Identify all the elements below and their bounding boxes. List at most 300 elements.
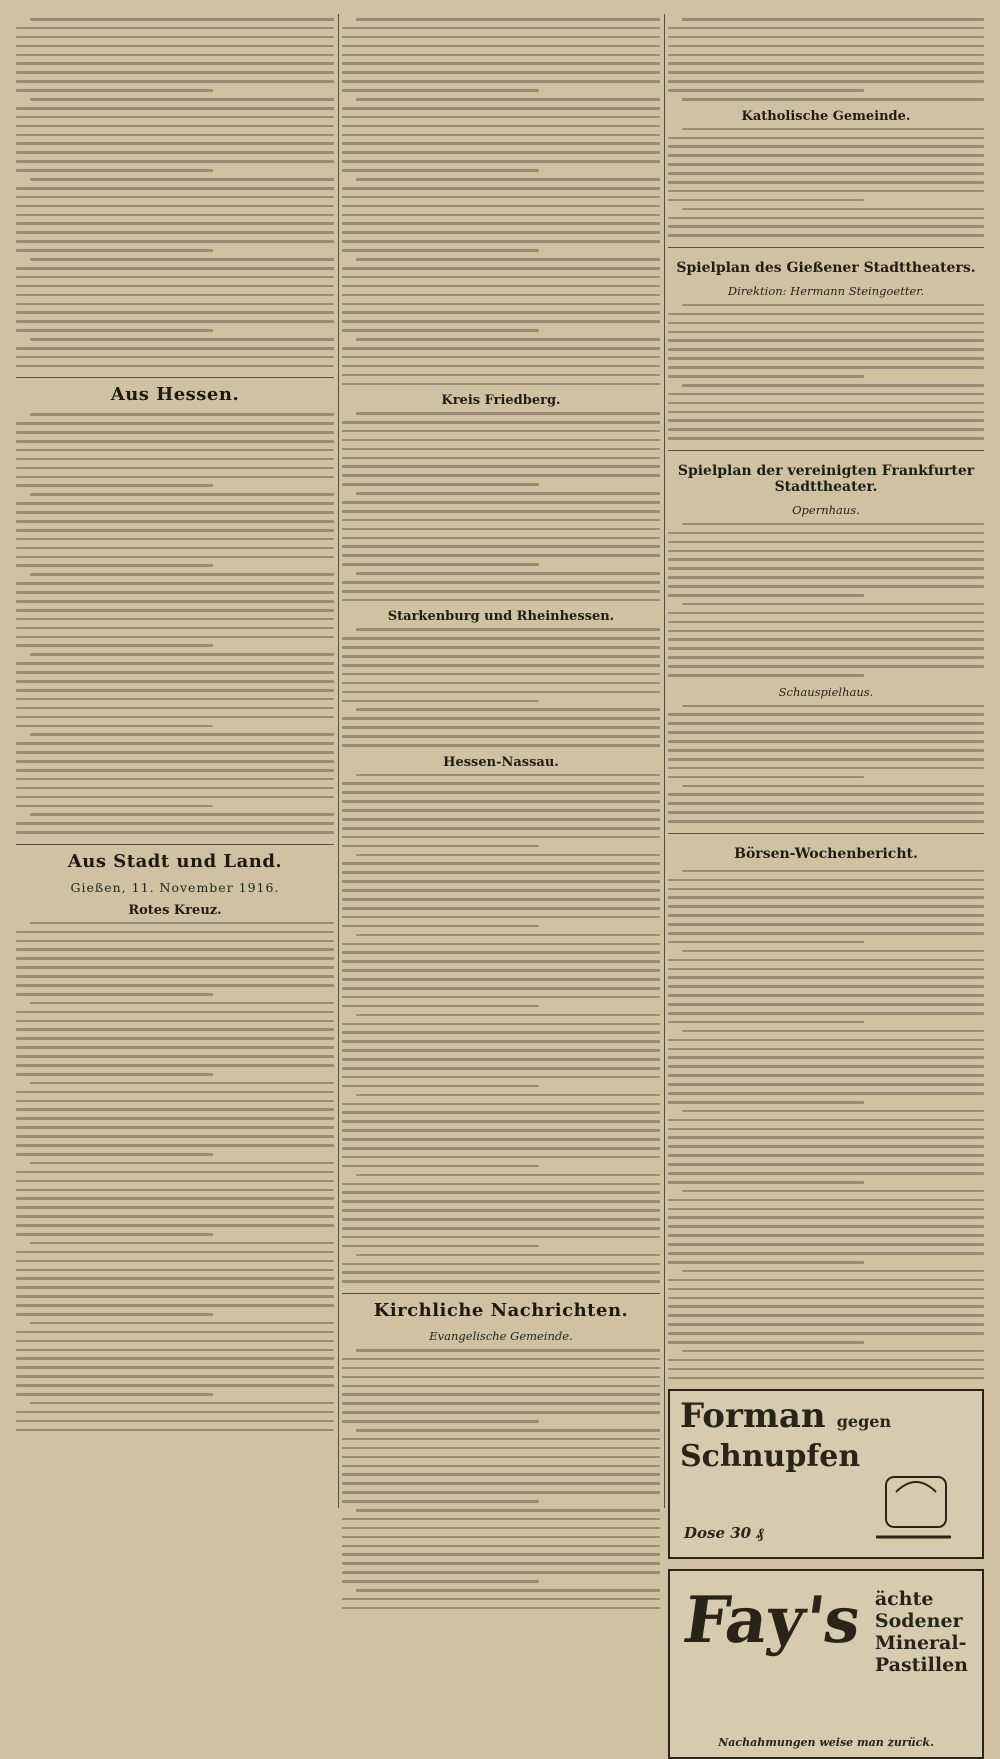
ad-forman-price: Dose 30 ₰	[684, 1524, 764, 1543]
text-line	[342, 1456, 660, 1459]
text-block-lines	[668, 705, 984, 823]
text-line	[342, 880, 660, 883]
text-line	[342, 1438, 660, 1441]
text-line	[342, 54, 660, 57]
text-line	[16, 769, 334, 772]
text-line	[30, 733, 334, 736]
text-line	[342, 682, 660, 685]
text-block-lines	[668, 304, 984, 440]
text-line	[342, 637, 660, 640]
text-line	[342, 1580, 539, 1583]
text-block-lines	[342, 1349, 660, 1609]
text-line	[356, 338, 660, 341]
text-line	[342, 421, 660, 424]
ad-fays-line: Sodener	[874, 1609, 963, 1632]
text-line	[16, 511, 334, 514]
text-line	[342, 996, 660, 999]
text-line	[356, 1589, 660, 1592]
text-line	[342, 700, 539, 703]
text-line	[342, 474, 660, 477]
text-line	[668, 985, 984, 988]
text-line	[342, 1367, 660, 1370]
text-line	[342, 320, 660, 323]
text-line	[16, 125, 334, 128]
ad-forman-schnupfen: Schnupfen	[680, 1439, 861, 1475]
text-line	[668, 674, 864, 677]
text-line	[16, 1011, 334, 1014]
text-line	[16, 484, 213, 487]
text-line	[16, 1366, 334, 1369]
text-line	[16, 948, 334, 951]
text-line	[342, 249, 539, 252]
text-line	[16, 196, 334, 199]
text-line	[668, 532, 984, 535]
text-line	[16, 1304, 334, 1307]
text-block-lines	[668, 18, 984, 101]
text-line	[668, 1039, 984, 1042]
ad-fays-line: ächte	[874, 1588, 934, 1611]
ad-fays-line: Pastillen	[874, 1653, 968, 1676]
text-line	[668, 1225, 984, 1228]
text-line	[342, 519, 660, 522]
text-line	[668, 1074, 984, 1077]
text-line	[356, 934, 660, 937]
text-line	[30, 1402, 334, 1405]
text-line	[16, 1073, 213, 1076]
text-line	[682, 950, 984, 953]
text-line	[16, 467, 334, 470]
text-line	[16, 636, 334, 639]
text-line	[668, 234, 984, 237]
text-line	[668, 1377, 984, 1380]
text-line	[682, 870, 984, 873]
heading-kreis-friedberg: Kreis Friedberg.	[441, 393, 561, 409]
text-line	[16, 205, 334, 208]
text-line	[30, 18, 334, 21]
text-line	[16, 142, 334, 145]
text-line	[16, 796, 334, 799]
text-line	[342, 782, 660, 785]
text-line	[342, 871, 660, 874]
text-line	[342, 1393, 660, 1396]
text-line	[16, 276, 334, 279]
text-line	[668, 1145, 984, 1148]
text-line	[16, 1277, 334, 1280]
column-rule	[338, 14, 339, 1508]
text-line	[16, 751, 334, 754]
text-line	[16, 957, 334, 960]
text-line	[668, 1199, 984, 1202]
text-line	[342, 1058, 660, 1061]
text-line	[342, 951, 660, 954]
text-line	[668, 758, 984, 761]
text-line	[342, 1156, 660, 1159]
text-line	[342, 925, 539, 928]
text-line	[668, 393, 984, 396]
text-line	[16, 240, 334, 243]
text-line	[668, 1181, 864, 1184]
text-line	[668, 339, 984, 342]
text-line	[342, 1376, 660, 1379]
subheading-opernhaus: Opernhaus.	[792, 502, 860, 517]
text-line	[668, 541, 984, 544]
text-line	[342, 987, 660, 990]
text-line	[16, 564, 213, 567]
text-line	[16, 160, 334, 163]
text-line	[342, 1562, 660, 1565]
ad-fays-text	[875, 1589, 968, 1676]
text-line	[16, 71, 334, 74]
text-line	[356, 258, 660, 261]
column-3	[668, 14, 984, 1750]
text-line	[16, 27, 334, 30]
text-line	[342, 329, 539, 332]
text-line	[668, 1172, 984, 1175]
text-line	[342, 1120, 660, 1123]
text-line	[342, 1482, 660, 1485]
text-line	[16, 940, 334, 943]
text-line	[668, 1136, 984, 1139]
text-line	[668, 1065, 984, 1068]
text-line	[16, 1411, 334, 1414]
text-line	[356, 1174, 660, 1177]
text-line	[342, 303, 660, 306]
text-line	[16, 458, 334, 461]
text-line	[668, 154, 984, 157]
text-line	[668, 914, 984, 917]
text-line	[668, 811, 984, 814]
text-line	[668, 749, 984, 752]
text-line	[30, 813, 334, 816]
text-line	[668, 793, 984, 796]
text-line	[16, 975, 334, 978]
text-line	[16, 311, 334, 314]
text-line	[16, 1171, 334, 1174]
text-line	[682, 128, 984, 131]
text-line	[356, 1349, 660, 1352]
text-line	[342, 898, 660, 901]
text-line	[342, 448, 660, 451]
text-line	[16, 778, 334, 781]
ad-forman-gegen: gegen	[836, 1412, 892, 1432]
text-line	[342, 1067, 660, 1070]
text-line	[668, 437, 984, 440]
text-line	[16, 214, 334, 217]
text-line	[668, 776, 864, 779]
text-line	[342, 1598, 660, 1601]
text-line	[16, 187, 334, 190]
text-line	[16, 627, 334, 630]
text-line	[16, 1020, 334, 1023]
text-line	[342, 545, 660, 548]
text-line	[668, 968, 984, 971]
text-line	[16, 1393, 213, 1396]
text-line	[342, 1465, 660, 1468]
text-line	[668, 1314, 984, 1317]
text-line	[16, 320, 334, 323]
text-line	[16, 831, 334, 834]
text-line	[16, 1091, 334, 1094]
text-line	[356, 98, 660, 101]
text-line	[342, 125, 660, 128]
text-line	[16, 1037, 334, 1040]
text-line	[16, 1384, 334, 1387]
text-line	[16, 931, 334, 934]
text-line	[668, 594, 864, 597]
text-line	[668, 62, 984, 65]
text-line	[682, 1030, 984, 1033]
text-line	[668, 366, 984, 369]
text-line	[668, 313, 984, 316]
text-line	[16, 725, 213, 728]
text-line	[16, 760, 334, 763]
text-line	[668, 1261, 864, 1264]
text-line	[668, 1279, 984, 1282]
text-line	[16, 1126, 334, 1129]
text-line	[668, 585, 984, 588]
text-line	[16, 822, 334, 825]
text-line	[30, 1322, 334, 1325]
text-line	[668, 1216, 984, 1219]
text-line	[16, 591, 334, 594]
text-line	[16, 1340, 334, 1343]
heading-aus-stadt-und-land: Aus Stadt und Land.	[67, 850, 283, 872]
dateline: Gießen, 11. November 1916.	[70, 879, 280, 895]
text-line	[668, 905, 984, 908]
text-line	[356, 178, 660, 181]
text-line	[16, 993, 213, 996]
text-line	[342, 1402, 660, 1405]
text-line	[668, 621, 984, 624]
text-line	[16, 966, 334, 969]
text-line	[668, 375, 864, 378]
text-line	[668, 932, 984, 935]
text-line	[16, 698, 334, 701]
text-line	[342, 457, 660, 460]
text-line	[668, 1056, 984, 1059]
text-line	[356, 1509, 660, 1512]
text-line	[16, 231, 334, 234]
text-line	[342, 717, 660, 720]
text-line	[668, 767, 984, 770]
text-line	[16, 431, 334, 434]
text-line	[682, 1190, 984, 1193]
text-line	[668, 1163, 984, 1166]
text-line	[668, 1234, 984, 1237]
text-line	[342, 1358, 660, 1361]
text-line	[668, 428, 984, 431]
ad-forman-title: Forman	[680, 1396, 826, 1437]
text-line	[668, 1305, 984, 1308]
text-line	[16, 1260, 334, 1263]
text-line	[668, 550, 984, 553]
text-line	[342, 726, 660, 729]
text-line	[342, 205, 660, 208]
text-line	[668, 941, 864, 944]
text-line	[668, 1101, 864, 1104]
text-line	[30, 1162, 334, 1165]
text-line	[356, 492, 660, 495]
text-line	[16, 1206, 334, 1209]
text-line	[342, 1500, 539, 1503]
text-line	[16, 787, 334, 790]
text-line	[342, 1571, 660, 1574]
text-line	[16, 169, 213, 172]
heading-katholische: Katholische Gemeinde.	[741, 108, 911, 124]
text-line	[342, 374, 660, 377]
section-header	[16, 377, 334, 405]
text-line	[356, 1094, 660, 1097]
text-line	[342, 800, 660, 803]
text-line	[342, 107, 660, 110]
text-line	[342, 1103, 660, 1106]
text-line	[668, 181, 984, 184]
text-line	[342, 735, 660, 738]
text-line	[342, 1420, 539, 1423]
text-line	[16, 716, 334, 719]
heading-spielplan-giessen: Spielplan des Gießener Stadttheaters.	[676, 259, 976, 276]
text-block-lines	[342, 774, 660, 1283]
text-line	[668, 630, 984, 633]
section-header	[668, 450, 984, 495]
text-line	[16, 600, 334, 603]
text-line	[342, 1280, 660, 1283]
text-line	[342, 356, 660, 359]
text-line	[342, 1447, 660, 1450]
text-block-lines	[16, 18, 334, 367]
text-line	[668, 199, 864, 202]
text-line	[30, 573, 334, 576]
text-line	[16, 134, 334, 137]
text-line	[356, 1254, 660, 1257]
text-line	[668, 1341, 864, 1344]
advertisement-forman	[668, 1389, 984, 1559]
text-line	[16, 742, 334, 745]
text-block-lines	[342, 18, 660, 385]
text-block-lines	[668, 523, 984, 677]
text-line	[16, 1233, 213, 1236]
text-line	[668, 27, 984, 30]
text-line	[668, 322, 984, 325]
heading-kirchliche: Kirchliche Nachrichten.	[373, 1299, 629, 1321]
text-line	[16, 1331, 334, 1334]
text-line	[342, 1385, 660, 1388]
text-line	[342, 1138, 660, 1141]
text-block-lines	[342, 628, 660, 746]
text-line	[30, 413, 334, 416]
text-line	[668, 1368, 984, 1371]
text-line	[668, 1083, 984, 1086]
text-line	[356, 1014, 660, 1017]
text-line	[682, 208, 984, 211]
text-line	[16, 1055, 334, 1058]
text-line	[682, 304, 984, 307]
text-line	[668, 225, 984, 228]
text-line	[16, 1349, 334, 1352]
text-line	[682, 785, 984, 788]
text-line	[16, 329, 213, 332]
text-line	[16, 529, 334, 532]
text-line	[342, 116, 660, 119]
text-line	[16, 1375, 334, 1378]
text-line	[356, 18, 660, 21]
text-line	[668, 1288, 984, 1291]
text-line	[16, 582, 334, 585]
text-line	[342, 196, 660, 199]
text-line	[668, 713, 984, 716]
text-line	[668, 357, 984, 360]
text-line	[668, 994, 984, 997]
text-line	[668, 419, 984, 422]
text-line	[16, 222, 334, 225]
text-line	[16, 984, 334, 987]
text-line	[342, 27, 660, 30]
text-line	[342, 809, 660, 812]
text-line	[16, 1135, 334, 1138]
text-line	[16, 1144, 334, 1147]
text-line	[16, 618, 334, 621]
text-line	[30, 922, 334, 925]
text-line	[342, 1473, 660, 1476]
text-line	[668, 647, 984, 650]
text-line	[668, 402, 984, 405]
text-line	[356, 1429, 660, 1432]
text-line	[668, 1012, 984, 1015]
text-line	[356, 854, 660, 857]
text-line	[342, 1607, 660, 1610]
text-line	[342, 160, 660, 163]
advertisement-fays	[668, 1569, 984, 1759]
text-line	[342, 187, 660, 190]
text-line	[16, 547, 334, 550]
text-line	[16, 365, 334, 368]
text-line	[342, 646, 660, 649]
heading-boersen: Börsen-Wochenbericht.	[734, 845, 918, 862]
text-line	[668, 54, 984, 57]
text-line	[342, 1218, 660, 1221]
text-line	[30, 178, 334, 181]
text-line	[16, 1286, 334, 1289]
text-line	[16, 1189, 334, 1192]
column-2	[342, 14, 660, 1508]
text-line	[342, 231, 660, 234]
text-line	[342, 969, 660, 972]
text-line	[668, 217, 984, 220]
text-line	[342, 1076, 660, 1079]
text-line	[16, 449, 334, 452]
text-line	[668, 1359, 984, 1362]
text-line	[16, 1295, 334, 1298]
text-line	[342, 1111, 660, 1114]
text-line	[342, 818, 660, 821]
text-line	[668, 411, 984, 414]
text-line	[342, 528, 660, 531]
text-line	[342, 80, 660, 83]
text-line	[342, 1491, 660, 1494]
text-line	[668, 722, 984, 725]
text-line	[682, 18, 984, 21]
text-line	[668, 1332, 984, 1335]
text-line	[668, 163, 984, 166]
text-line	[342, 142, 660, 145]
text-line	[668, 612, 984, 615]
text-line	[342, 537, 660, 540]
text-line	[668, 1243, 984, 1246]
text-block-lines	[668, 128, 984, 237]
text-line	[342, 978, 660, 981]
text-line	[668, 1128, 984, 1131]
text-line	[16, 249, 213, 252]
